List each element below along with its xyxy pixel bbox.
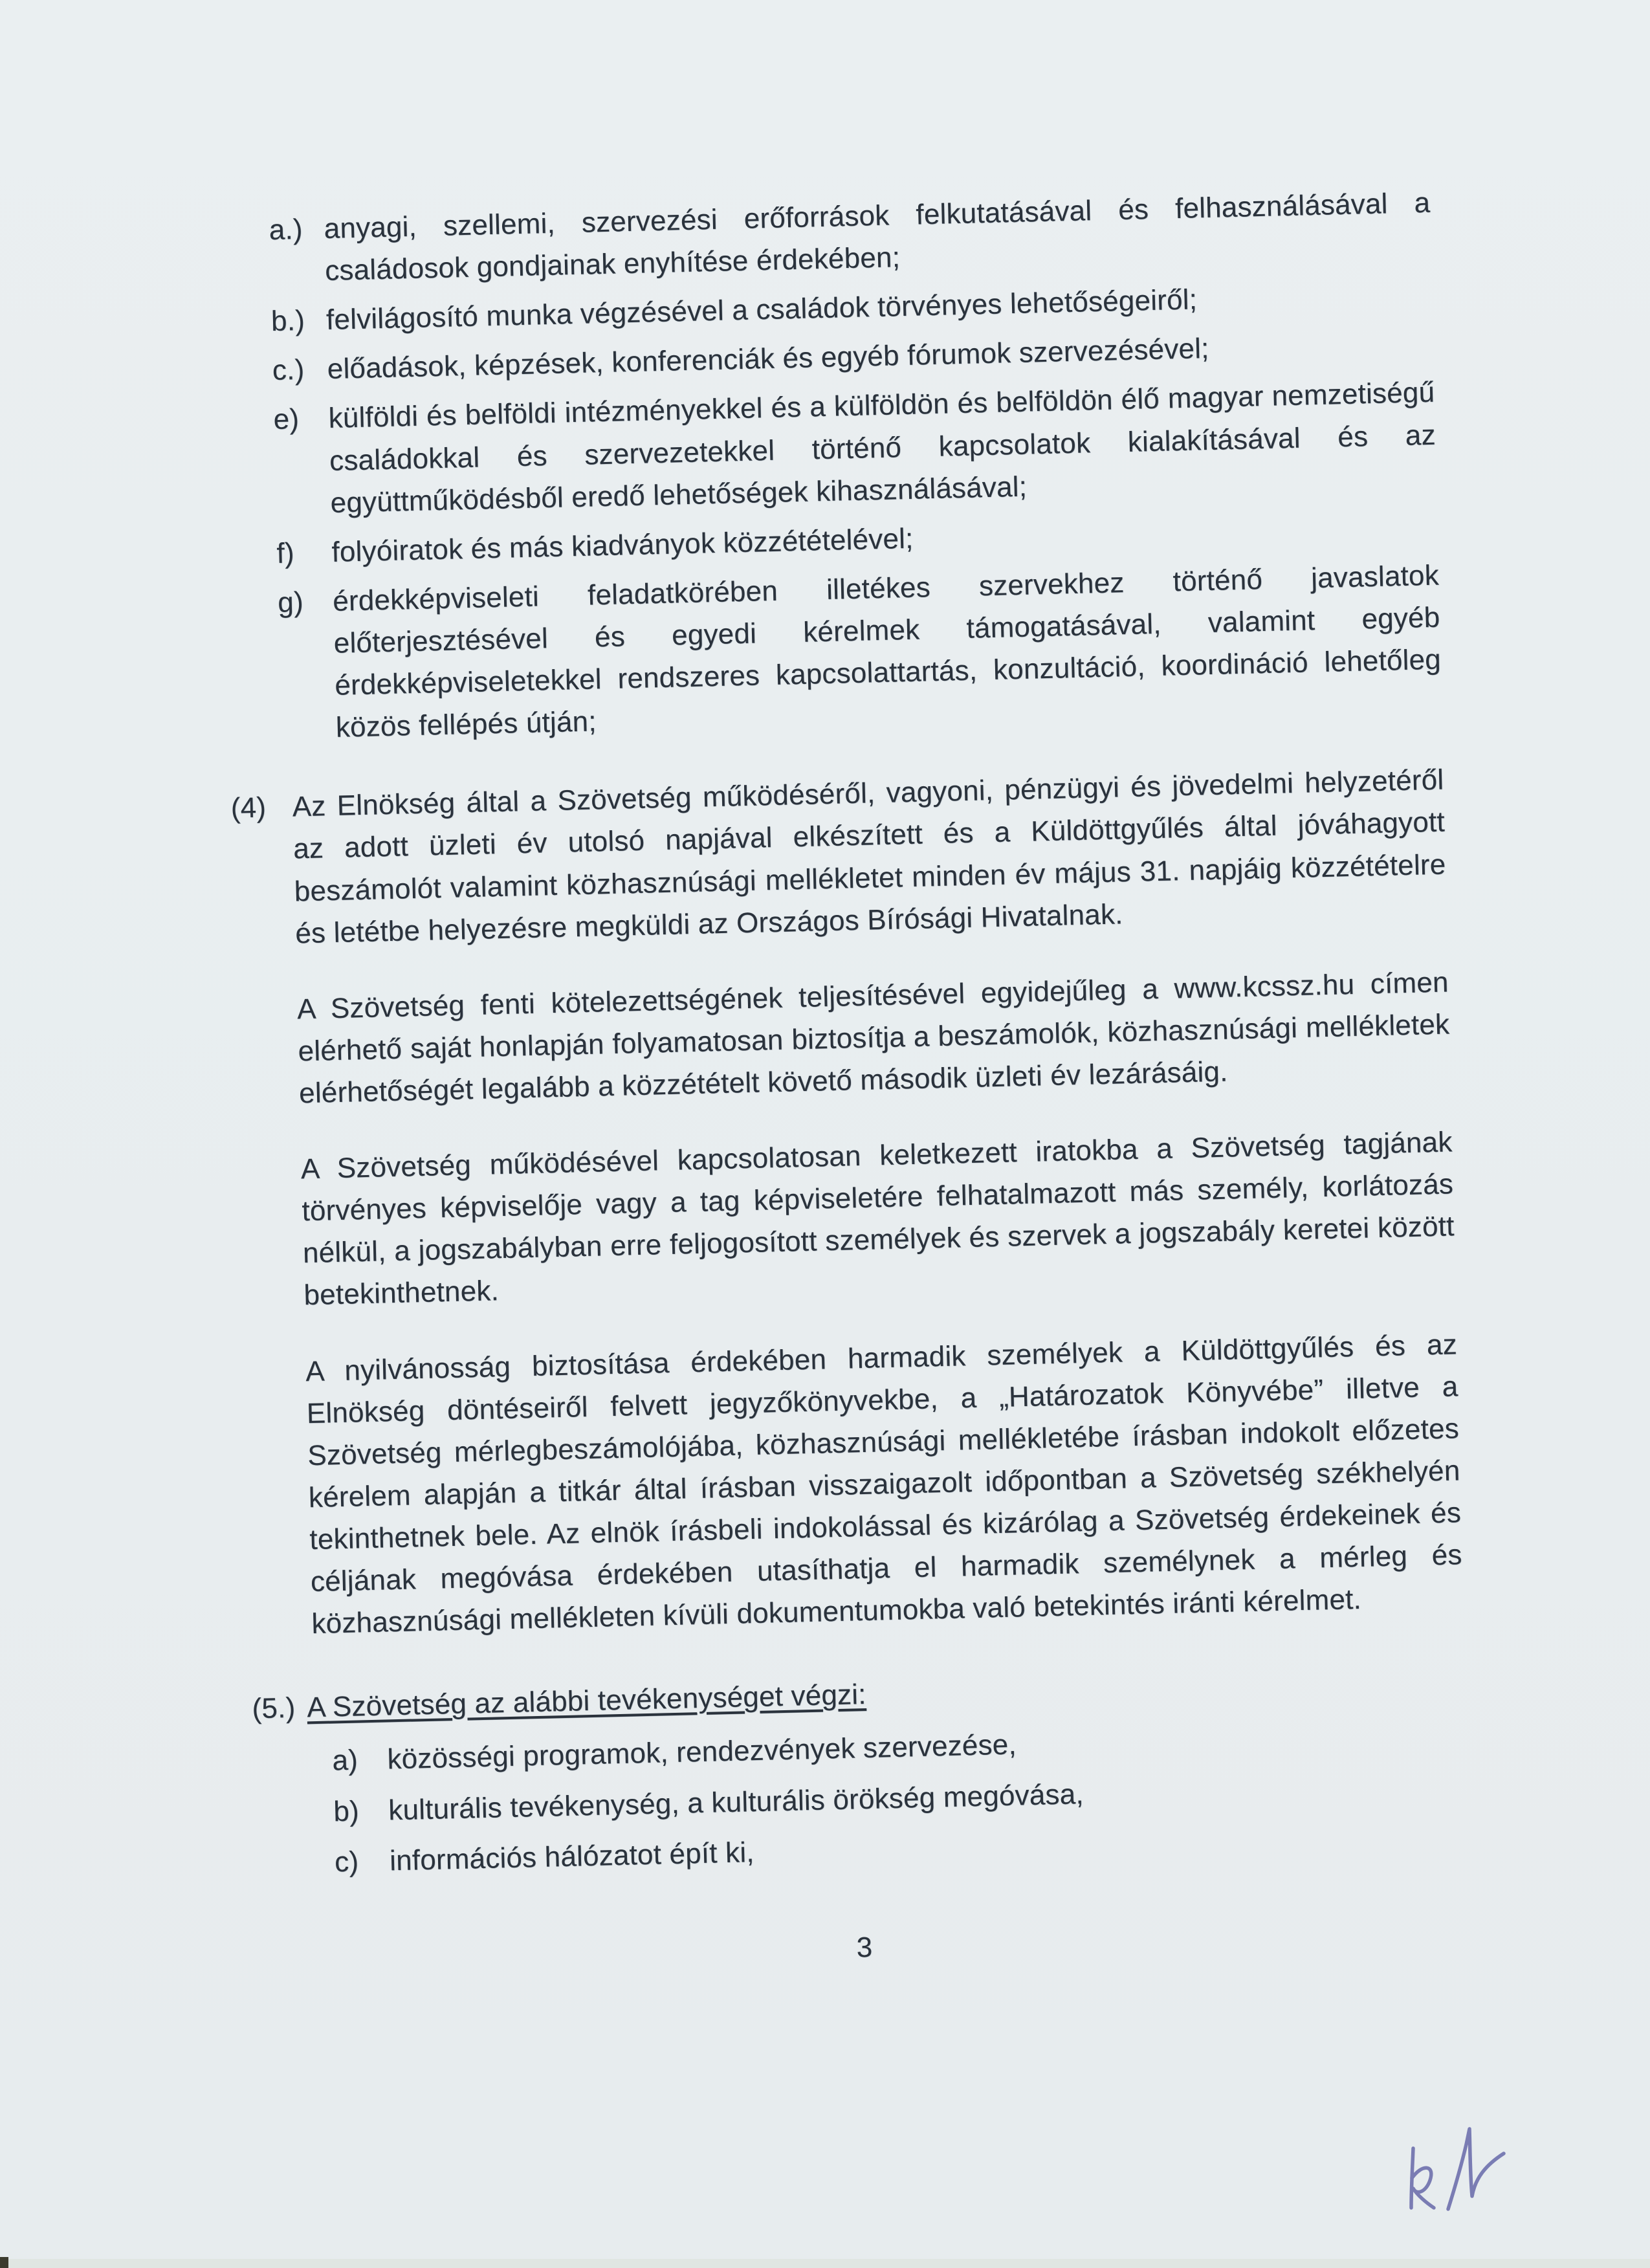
list-item-text: külföldi és belföldi intézményekkel és a külföldön és belföldön élő magyar nemzetiségű családokkal és szervezetekkel történő kapcsolatok kialakításával és az együttműködésből eredő lehetőségek kihasználásával; <box>328 377 1436 519</box>
section-5 <box>252 1659 1469 1885</box>
list-item <box>278 555 1443 751</box>
scan-bottom-edge <box>0 2259 1650 2268</box>
list-item-text: folyóiratok és más kiadványok közzétételével; <box>331 522 914 568</box>
list-item-marker: c) <box>334 1845 359 1878</box>
signature-initials-ink <box>1391 2111 1534 2240</box>
activity-list <box>269 182 1442 750</box>
list-item-text: anyagi, szellemi, szervezési erőforrások felkutatásával és felhasználásával a családosok gondjainak enyhítése érdekében; <box>324 186 1431 287</box>
list-item <box>273 371 1437 525</box>
list-item-marker: a.) <box>269 213 303 247</box>
list-item-text: közösségi programok, rendezvények szervezése, <box>386 1728 1017 1776</box>
section-4-paragraph-1: Az Elnökség által a Szövetség működéséről, vagyoni, pénzügyi és jövedelmi helyzetéről az adott üzleti év utolsó napjával elkészített és a Küldöttgyűlés által jóváhagyott beszámolót valamint közhasznúsági mellékletet minden év május 31. napjáig közzétételre és letétbe helyezésre megküldi az Országos Bírósági Hivatalnak. <box>292 764 1446 950</box>
list-item-text: felvilágosító munka végzésével a családok törvényes lehetőségeiről; <box>325 283 1198 336</box>
section-5-heading: A Szövetség az alábbi tevékenységet végzi: <box>306 1679 867 1724</box>
section-4-number: (4) <box>230 791 267 825</box>
section-5-number: (5.) <box>252 1692 296 1725</box>
list-item-marker: e) <box>273 403 300 436</box>
document-body <box>217 182 1471 1983</box>
section-4-paragraph-4: A nyilvánosság biztosítása érdekében harmadik személyek a Küldöttgyűlés és az Elnökség döntéseiről felvett jegyzőkönyvekbe, a „Határozatok Könyvébe” illetve a Szövetség mérlegbeszámolójába, közhasznúsági mellékletébe írásban indokolt előzetes kérelem alapján a titkár által írásban visszaigazolt időpontban a Szövetség székhelyén tekinthetnek bele. Az elnök írásbeli indokolással és kizárólag a Szövetség érdekeinek és céljának megóvása érdekében utasíthatja el harmadik személynek a mérleg és közhasznúsági mellékleten kívüli dokumentumokba való betekintés iránti kérelmet. <box>305 1328 1463 1640</box>
list-item-marker: b.) <box>270 305 305 338</box>
list-item-text: kulturális tevékenység, a kulturális örökség megóvása, <box>388 1778 1084 1826</box>
section-4-paragraph-2: A Szövetség fenti kötelezettségének teljesítésével egyidejűleg a www.kcssz.hu címen elérhető saját honlapján folyamatosan biztosítja a beszámolók, közhasznúsági mellékletek elérhetőségét legalább a közzétételt követő második üzleti év lezárásáig. <box>296 966 1450 1110</box>
section-4-paragraph-3: A Szövetség működésével kapcsolatosan keletkezett iratokba a Szövetség tagjának törvényes képviselője vagy a tag képviseletére felhatalmazott más személy, korlátozás nélkül, a jogszabályban erre feljogosított személyek és szervek a jogszabály keretei között betekinthetnek. <box>300 1126 1455 1312</box>
section-5-list <box>332 1713 1469 1884</box>
list-item-text: információs hálózatot épít ki, <box>389 1836 755 1877</box>
list-item-marker: b) <box>333 1795 360 1827</box>
list-item-text: érdekképviseleti feladatkörében illetékes szervekhez történő javaslatok előterjesztésével és egyedi kérelmek támogatásával, valamint egyéb érdekképviseletekkel rendszeres kapcsolattartás, konzultáció, koordináció lehetőleg közös fellépés útján; <box>332 559 1442 744</box>
section-4 <box>230 759 1464 1647</box>
section-4-first-paragraph <box>230 759 1447 956</box>
list-item-text: előadások, képzések, konferenciák és egyéb fórumok szervezésével; <box>327 333 1210 386</box>
list-item-marker: f) <box>276 537 295 569</box>
scan-corner-artifact <box>0 2257 8 2268</box>
list-item-marker: a) <box>331 1744 358 1777</box>
page-number: 3 <box>856 1931 873 1964</box>
list-item-marker: g) <box>277 586 304 619</box>
list-item-marker: c.) <box>272 354 305 387</box>
